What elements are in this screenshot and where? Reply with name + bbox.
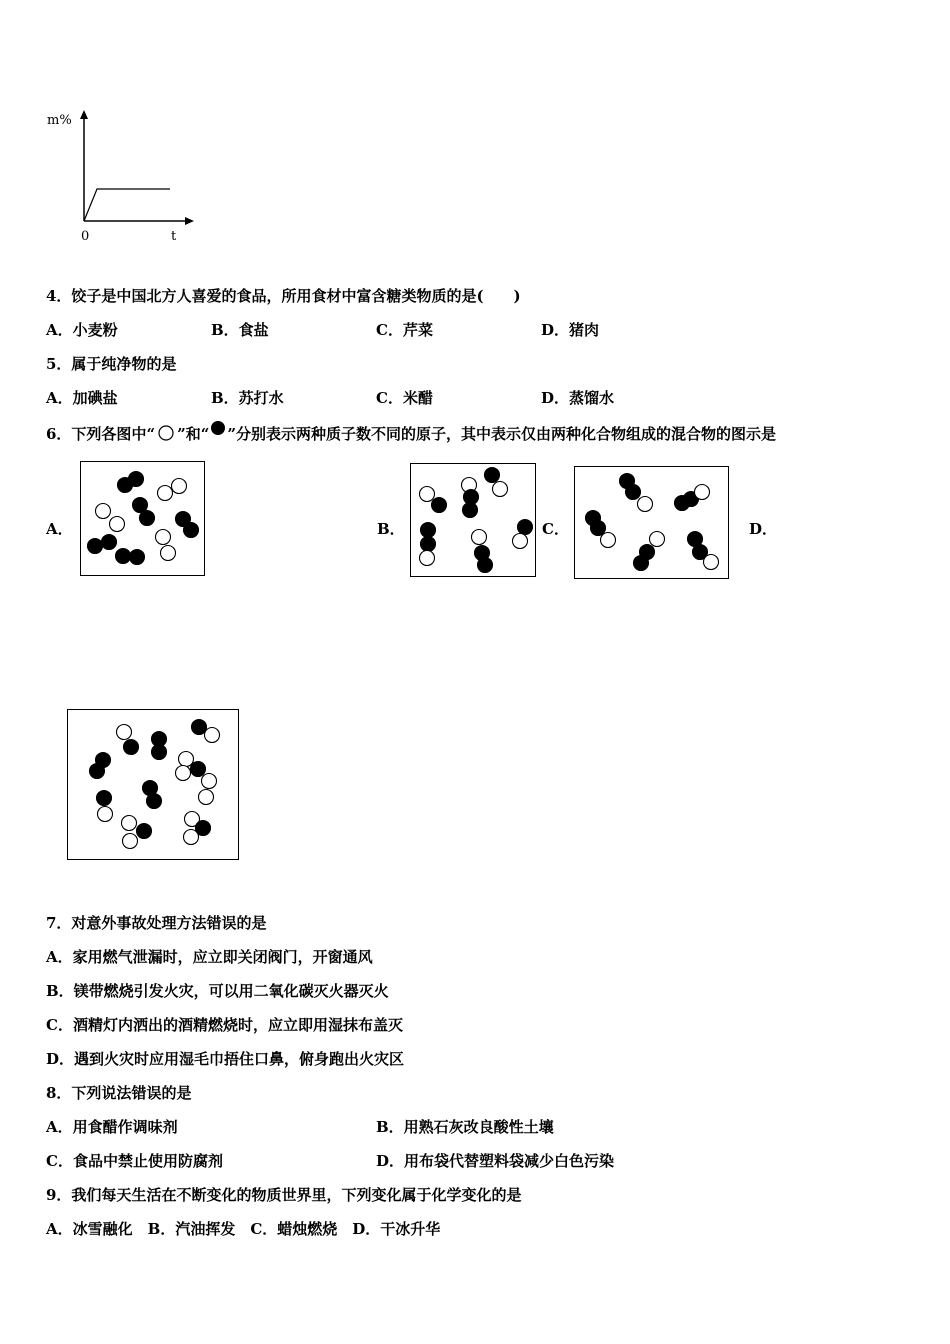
black-atom [192,720,207,735]
white-atom [179,752,194,767]
q5-option-d: D．蒸馏水 [541,389,615,407]
white-atom [202,774,217,789]
black-atom [518,520,533,535]
q4-option-c: C．芹菜 [376,321,433,339]
black-atom [90,764,105,779]
q7-stem: 7．对意外事故处理方法错误的是 [46,914,267,932]
diagram-b [410,463,536,577]
black-atom [634,556,649,571]
white-atom [638,497,653,512]
q7-option-d: D．遇到火灾时应用湿毛巾捂住口鼻，俯身跑出火灾区 [46,1050,405,1068]
q7-option-b: B．镁带燃烧引发火灾，可以用二氧化碳灭火器灭火 [46,982,389,1000]
q9-options: A．冰雪融化 B．汽油挥发 C．蜡烛燃烧 D．干冰升华 [46,1220,441,1238]
diagram-c-molecules [575,467,730,580]
graph-ylabel: m% [47,113,72,128]
diagram-a [80,461,205,576]
diagram-d [67,709,239,860]
black-atom-icon [209,422,227,440]
q8-option-a: A．用食醋作调味剂 [46,1118,178,1136]
q4-option-a: A．小麦粉 [46,321,118,339]
white-atom [493,482,508,497]
white-atom [704,555,719,570]
white-atom [117,725,132,740]
white-atom [172,479,187,494]
graph-origin: 0 [81,229,90,244]
white-atom [122,816,137,831]
q6-stem-mid: ”和“ [177,425,210,443]
diagram-a-molecules [81,462,206,577]
white-atom [98,807,113,822]
diagram-b-molecules [411,464,537,578]
black-atom [130,550,145,565]
white-atom [110,517,125,532]
white-atom [184,830,199,845]
white-atom [96,504,111,519]
white-atom [472,530,487,545]
q6-stem-prefix: 6．下列各图中“ [46,425,156,443]
black-atom [478,558,493,573]
white-atom [601,533,616,548]
black-atom [421,537,436,552]
q8-option-b: B．用熟石灰改良酸性土壤 [376,1118,554,1136]
white-atom [650,532,665,547]
q6-stem [46,422,776,444]
white-atom [158,486,173,501]
white-atom-icon [155,424,177,442]
black-atom [432,498,447,513]
black-atom [97,791,112,806]
q8-option-c: C．食品中禁止使用防腐剂 [46,1152,223,1170]
q5-option-b: B．苏打水 [211,389,284,407]
white-atom [513,534,528,549]
q5-option-c: C．米醋 [376,389,433,407]
q8-stem: 8．下列说法错误的是 [46,1084,192,1102]
black-atom [485,468,500,483]
q4-stem: 4．饺子是中国北方人喜爱的食品，所用食材中富含糖类物质的是( ) [46,287,521,305]
q8-option-d: D．用布袋代替塑料袋减少白色污染 [376,1152,615,1170]
diagram-d-molecules [68,710,240,861]
white-atom [176,766,191,781]
q4-option-d: D．猪肉 [541,321,600,339]
black-atom [626,485,641,500]
q6-stem-suffix: ”分别表示两种质子数不同的原子，其中表示仅由两种化合物组成的混合物的图示是 [227,425,776,443]
black-atom [124,740,139,755]
black-atom [129,472,144,487]
graph-xlabel: t [171,229,177,244]
black-atom [463,503,478,518]
white-atom [420,487,435,502]
q6-label-a: A． [46,520,73,538]
black-atom [116,549,131,564]
q7-option-a: A．家用燃气泄漏时，应立即关闭阀门，开窗通风 [46,948,373,966]
white-atom [199,790,214,805]
diagram-c [574,466,729,579]
q7-option-c: C．酒精灯内洒出的酒精燃烧时，应立即用湿抹布盖灭 [46,1016,403,1034]
black-atom [147,794,162,809]
black-atom [191,762,206,777]
q4-option-b: B．食盐 [211,321,269,339]
black-atom [184,523,199,538]
black-atom [140,511,155,526]
q9-stem: 9．我们每天生活在不断变化的物质世界里，下列变化属于化学变化的是 [46,1186,522,1204]
q6-label-d: D． [749,520,778,538]
q5-option-a: A．加碘盐 [46,389,118,407]
white-atom [161,546,176,561]
black-atom [88,539,103,554]
q6-label-b: B． [377,520,405,538]
black-atom [152,745,167,760]
black-atom [421,523,436,538]
white-atom [123,834,138,849]
q6-label-c: C． [542,520,569,538]
white-atom [156,530,171,545]
q5-stem: 5．属于纯净物的是 [46,355,177,373]
white-atom [420,551,435,566]
black-atom [137,824,152,839]
mass-percent-graph [40,105,210,255]
white-atom [695,485,710,500]
black-atom [591,521,606,536]
black-atom [102,535,117,550]
white-atom [205,728,220,743]
